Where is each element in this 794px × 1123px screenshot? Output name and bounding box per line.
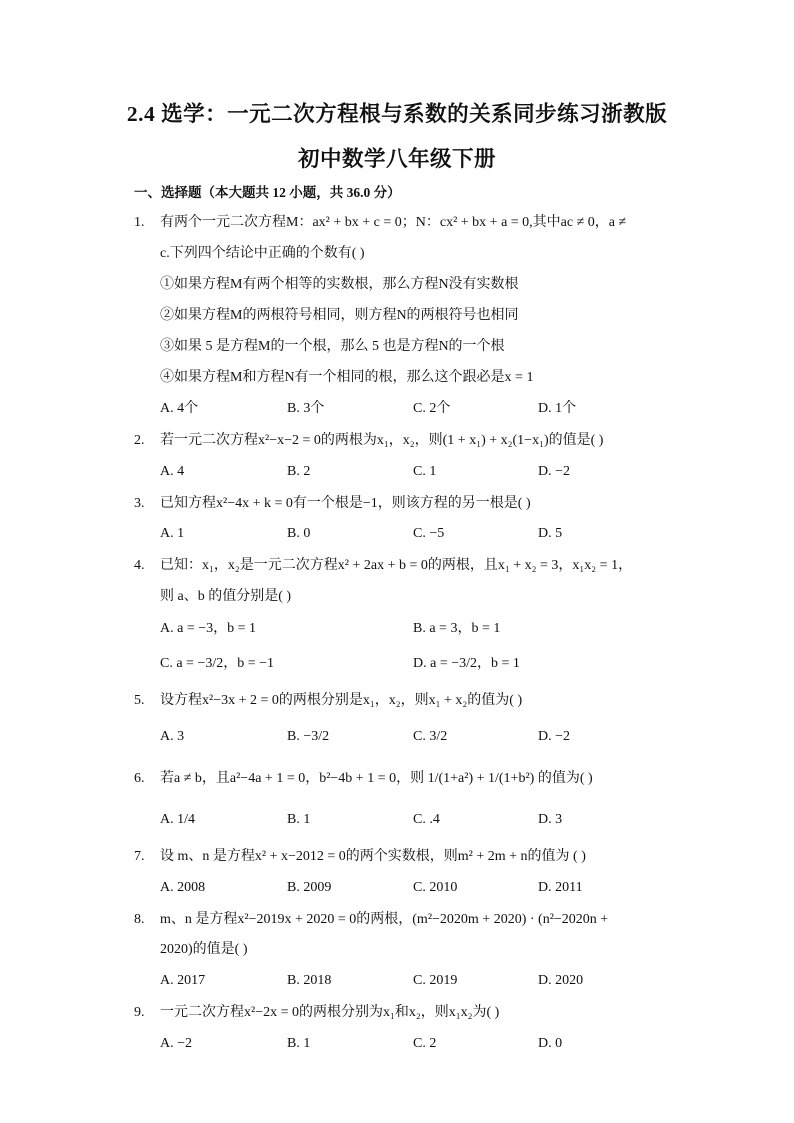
- option-a: A. a = −3，b = 1: [160, 621, 257, 636]
- statement-item: ①如果方程M有两个相等的实数根，那么方程N没有实数根: [160, 277, 519, 292]
- option-c: C. 2个: [413, 401, 451, 416]
- question-text: 一元二次方程x²−2x = 0的两根分别为x₁和x₂，则x₁x₂为( ): [160, 1005, 500, 1020]
- option-a: A. 1: [160, 526, 185, 541]
- option-b: B. a = 3，b = 1: [413, 621, 501, 636]
- option-b: B. 2: [287, 464, 311, 479]
- option-b: B. 2009: [287, 880, 332, 895]
- option-d: D. −2: [538, 464, 571, 479]
- option-b: B. 2018: [287, 973, 332, 988]
- question-text: 则 a、b 的值分别是( ): [160, 589, 292, 604]
- option-c: C. 2010: [413, 880, 458, 895]
- option-a: A. 2017: [160, 973, 206, 988]
- statement-item: ③如果 5 是方程M的一个根，那么 5 也是方程N的一个根: [160, 339, 505, 354]
- question-number: 8.: [134, 912, 145, 927]
- question-text: 2020)的值是( ): [160, 942, 248, 957]
- question-text: m、n 是方程x²−2019x + 2020 = 0的两根，(m²−2020m + 2020) · (n²−2020n +: [160, 912, 609, 927]
- option-d: D. a = −3/2，b = 1: [413, 656, 520, 671]
- option-d: D. 2011: [538, 880, 583, 895]
- option-d: D. 5: [538, 526, 563, 541]
- document-title-line1: 2.4 选学：一元二次方程根与系数的关系同步练习浙教版: [126, 102, 668, 126]
- document-title-line2: 初中数学八年级下册: [297, 147, 496, 171]
- question-number: 2.: [134, 433, 145, 448]
- option-b: B. 1: [287, 812, 311, 827]
- option-b: B. 3个: [287, 401, 325, 416]
- question-text: 设 m、n 是方程x² + x−2012 = 0的两个实数根，则m² + 2m + n的值为 ( ): [160, 849, 586, 864]
- option-b: B. 1: [287, 1036, 311, 1051]
- option-d: D. 1个: [538, 401, 577, 416]
- option-d: D. 2020: [538, 973, 584, 988]
- question-text: 已知方程x²−4x + k = 0有一个根是−1，则该方程的另一根是( ): [160, 496, 531, 511]
- option-a: A. −2: [160, 1036, 193, 1051]
- question-number: 3.: [134, 496, 145, 511]
- option-d: D. −2: [538, 729, 571, 744]
- statement-item: ④如果方程M和方程N有一个相同的根，那么这个跟必是x = 1: [160, 370, 534, 385]
- option-d: D. 0: [538, 1036, 563, 1051]
- question-text: 有两个一元二次方程M：ax² + bx + c = 0；N：cx² + bx + a = 0,其中ac ≠ 0，a ≠: [160, 215, 627, 230]
- question-number: 4.: [134, 558, 145, 573]
- question-number: 6.: [134, 771, 145, 786]
- question-number: 7.: [134, 849, 145, 864]
- question-text: 若a ≠ b，且a²−4a + 1 = 0，b²−4b + 1 = 0，则 1/(1+a²) + 1/(1+b²) 的值为( ): [160, 771, 593, 786]
- option-b: B. 0: [287, 526, 311, 541]
- option-a: A. 3: [160, 729, 185, 744]
- option-c: C. 2: [413, 1036, 437, 1051]
- option-a: A. 4: [160, 464, 185, 479]
- question-number: 1.: [134, 215, 145, 230]
- option-a: A. 4个: [160, 401, 199, 416]
- question-text: c.下列四个结论中正确的个数有( ): [160, 246, 365, 261]
- option-a: A. 2008: [160, 880, 206, 895]
- section-header: 一、选择题（本大题共 12 小题，共 36.0 分）: [134, 185, 401, 200]
- statement-item: ②如果方程M的两根符号相同，则方程N的两根符号也相同: [160, 308, 519, 323]
- option-c: C. a = −3/2，b = −1: [160, 656, 275, 671]
- option-c: C. 1: [413, 464, 437, 479]
- question-text: 已知：x₁，x₂是一元二次方程x² + 2ax + b = 0的两根，且x₁ + x₂ = 3，x₁x₂ = 1，: [160, 558, 633, 573]
- option-c: C. 2019: [413, 973, 458, 988]
- option-a: A. 1/4: [160, 812, 195, 827]
- option-b: B. −3/2: [287, 729, 330, 744]
- option-c: C. 3/2: [413, 729, 448, 744]
- option-c: C. −5: [413, 526, 445, 541]
- question-number: 5.: [134, 693, 145, 708]
- question-text: 设方程x²−3x + 2 = 0的两根分别是x₁，x₂，则x₁ + x₂的值为( ): [160, 693, 523, 708]
- question-text: 若一元二次方程x²−x−2 = 0的两根为x₁，x₂，则(1 + x₁) + x₂(1−x₁)的值是( ): [160, 433, 604, 448]
- question-number: 9.: [134, 1005, 145, 1020]
- option-c: C. .4: [413, 812, 440, 827]
- option-d: D. 3: [538, 812, 563, 827]
